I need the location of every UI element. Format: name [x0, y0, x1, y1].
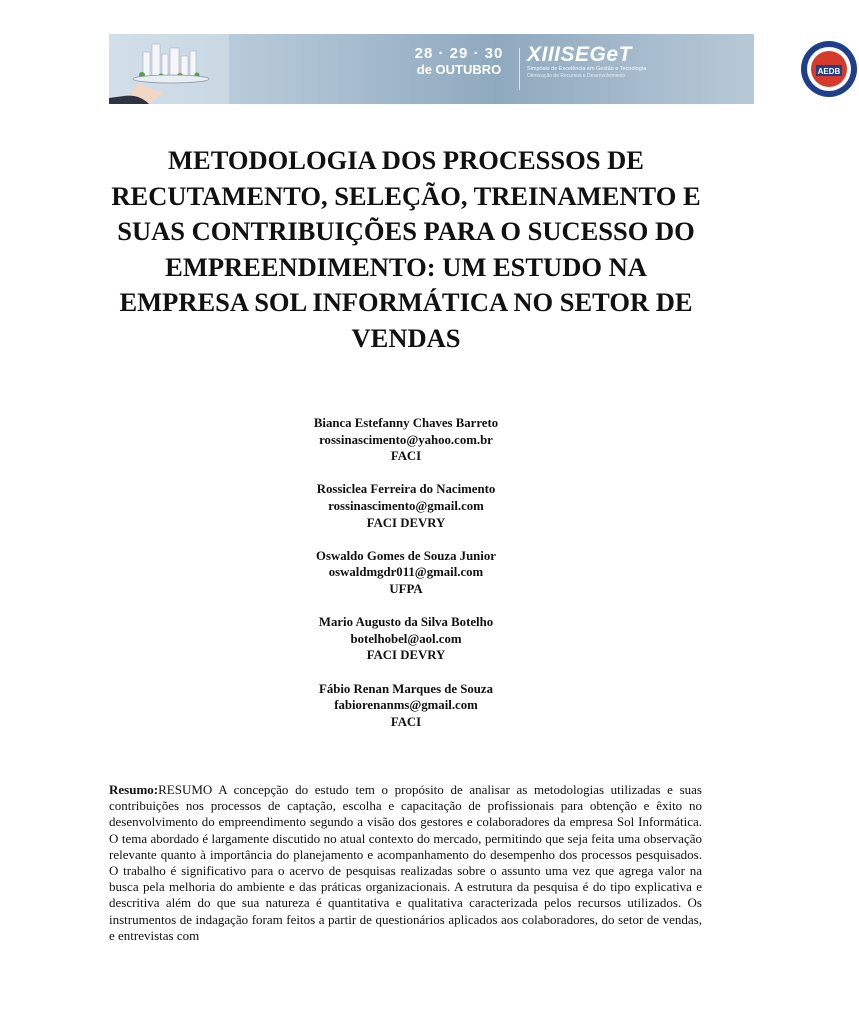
author-name: Mario Augusto da Silva Botelho [318, 615, 494, 630]
conference-banner [109, 34, 841, 104]
author-name: Fábio Renan Marques de Souza [319, 681, 493, 696]
author-email: botelhobel@aol.com [350, 631, 462, 646]
event-days: 28 · 29 · 30 [414, 45, 504, 62]
author-affiliation: FACI DEVRY [366, 648, 446, 663]
banner-divider [519, 48, 520, 90]
event-month: de OUTUBRO [416, 62, 502, 77]
author-email: rossinascimento@gmail.com [328, 498, 484, 513]
abstract-label: Resumo: [109, 782, 159, 797]
author-affiliation: UFPA [389, 581, 423, 596]
author-affiliation: FACI DEVRY [366, 515, 446, 530]
seget-logo [527, 44, 687, 80]
paper-title: METODOLOGIA DOS PROCESSOS DE RECUTAMENTO, SELEÇÃO, TREINAMENTO E SUAS CONTRIBUIÇÕES PARA O SUCESSO DO EMPREENDIMENTO: UM ESTUDO NA EMPRESA SOL INFORMÁTICA NO SETOR DE VENDAS [111, 145, 701, 353]
event-tagline: Otimização de Recursos e Desenvolvimento [527, 73, 626, 79]
author-block [110, 415, 702, 465]
author-affiliation: FACI [390, 449, 422, 464]
author-email: oswaldmgdr011@gmail.com [328, 565, 484, 580]
aedb-seal-icon [799, 39, 859, 99]
abstract-text: RESUMO A concepção do estudo tem o propósito de analisar as metodologias utilizadas e suas contribuições nos processos de captação, escolha e capacitação de profissionais para obtenção e êxito no desenvolvimento do empreendimento segundo a visão dos gestores e colaboradores da empresa Sol Informática. O tema abordado é largamente discutido no atual contexto do mercado, permitindo que seja feita uma observação relevante quanto à importância do planejamento e acompanhamento do desempenho dos processos pesquisados. O trabalho é significativo para o acervo de pesquisas realizadas sobre o assunto uma vez que agrega valor na busca pela melhoria do ambiente e das práticas organizacionais. A estrutura da pesquisa é do tipo explicativa e descritiva além do que sua natureza é quantitativa e qualitativa caracterizada pelos recursos utilizados. Os instrumentos de indagação foram feitos a partir de questionários aplicados aos colaboradores, do setor de vendas, e entrevistas com [109, 782, 702, 943]
author-block [110, 681, 702, 731]
author-name: Oswaldo Gomes de Souza Junior [316, 548, 496, 563]
author-block [110, 614, 702, 664]
author-affiliation: FACI [390, 714, 422, 729]
event-name: XIIISEGeT [527, 43, 632, 66]
city-on-tray-illustration [109, 34, 229, 104]
author-list [110, 415, 702, 747]
author-block [110, 548, 702, 598]
author-email: rossinascimento@yahoo.com.br [319, 432, 493, 447]
author-block [110, 481, 702, 531]
author-name: Rossiclea Ferreira do Nacimento [316, 482, 496, 497]
author-name: Bianca Estefanny Chaves Barreto [313, 416, 499, 430]
event-dates [409, 46, 509, 78]
seal-text: AEDB [817, 67, 841, 76]
abstract-paragraph [109, 782, 702, 944]
author-email: fabiorenanms@gmail.com [334, 698, 478, 713]
event-subtitle: Simpósio de Excelência em Gestão e Tecnologia [527, 66, 647, 72]
